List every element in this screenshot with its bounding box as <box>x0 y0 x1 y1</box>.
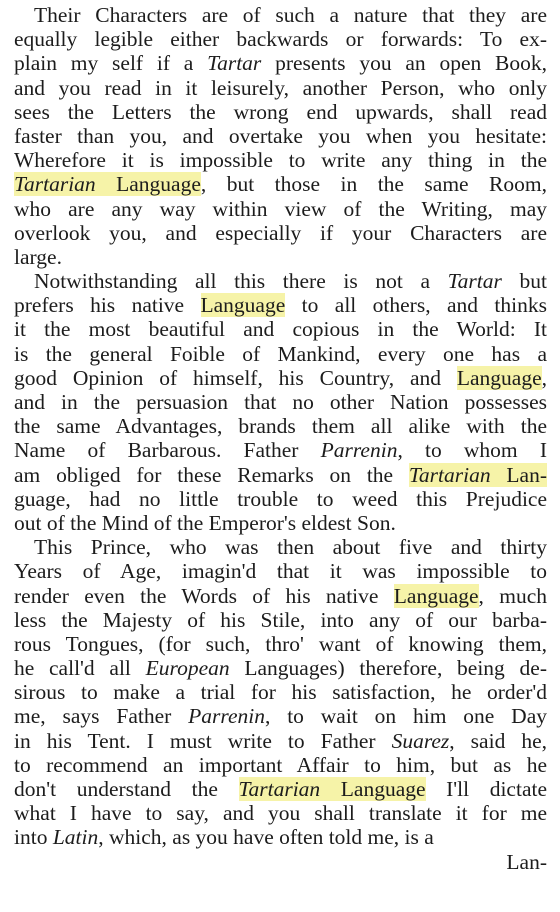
text-run: Their Characters are of such a nature that they are <box>34 3 547 27</box>
text-run: I'll dictate <box>425 777 548 801</box>
text-line <box>14 342 547 366</box>
text-line <box>14 27 547 51</box>
text-line <box>14 76 547 100</box>
text-line <box>14 656 547 680</box>
text-run: Name of Barbarous. Father <box>14 438 321 463</box>
italic-name: Parrenin <box>320 438 398 463</box>
text-line <box>14 3 547 27</box>
text-run: Languages) therefore, being de- <box>229 656 547 681</box>
text-line <box>14 511 547 535</box>
text-line <box>14 680 547 704</box>
text-run: , <box>541 365 547 390</box>
text-line <box>14 414 547 438</box>
text-run: , much <box>478 583 547 608</box>
paragraph <box>14 269 547 535</box>
text-line <box>14 584 547 608</box>
text-line <box>14 124 547 148</box>
text-run: and in the persuasion that no other Nation possesses <box>14 390 547 414</box>
text-line <box>14 463 547 487</box>
text-line <box>14 51 547 75</box>
text-line <box>14 608 547 632</box>
text-run: , but those in the same Room, <box>200 172 548 197</box>
text-run: Years of Age, imagin'd that it was impossible to <box>14 559 547 584</box>
text-run: rous Tongues, (for such, thro' want of knowing them, <box>14 631 547 656</box>
text-line <box>14 100 547 124</box>
text-run: prefers his native <box>14 293 201 318</box>
text-line <box>14 559 547 583</box>
text-run: am obliged for these Remarks on the <box>14 462 409 487</box>
text-line <box>14 317 547 341</box>
highlighted-term: Language <box>393 583 479 608</box>
text-run: Wherefore it is impossible to write any thing in the <box>14 148 547 173</box>
text-line <box>14 390 547 414</box>
italic-name: Suarez <box>391 728 450 753</box>
text-line <box>14 197 547 221</box>
text-run: This Prince, who was then about five and thirty <box>34 535 547 560</box>
text-run: faster than you, and overtake you when you hesitate: <box>14 123 547 148</box>
paragraph <box>14 535 547 849</box>
highlighted-term: Language <box>456 365 542 390</box>
text-line <box>14 801 547 825</box>
italic-name: Tartar <box>207 51 262 76</box>
text-run: the same Advantages, brands them all alike with the <box>14 414 547 439</box>
text-line <box>14 221 547 245</box>
catchword: Lan- <box>506 849 547 874</box>
text-run: who are any way within view of the Writing, may <box>14 196 547 221</box>
text-run: good Opinion of himself, his Country, and <box>14 365 457 390</box>
text-run: he call'd all <box>14 656 146 681</box>
text-run: , said he, <box>449 728 547 753</box>
text-run: don't understand the <box>14 777 239 801</box>
book-page <box>14 3 547 874</box>
text-line <box>14 487 547 511</box>
text-run: and you read in it leisurely, another Person, who only <box>14 75 547 100</box>
text-run: what I have to say, and you shall translate it for me <box>14 801 547 826</box>
text-run: overlook you, and especially if your Characters are <box>14 220 547 245</box>
text-run: render even the Words of his native <box>14 583 394 608</box>
text-line <box>14 777 547 801</box>
text-line <box>14 825 547 849</box>
text-line <box>14 704 547 728</box>
text-run: , which, as you have often told me, is a <box>98 825 434 850</box>
highlighted-term: Tartarian <box>14 172 96 197</box>
highlighted-term: Lan- <box>490 462 547 487</box>
text-line <box>14 535 547 559</box>
text-line <box>14 148 547 172</box>
text-line <box>14 366 547 390</box>
text-run: sees the Letters the wrong end upwards, shall read <box>14 99 547 124</box>
text-line <box>14 632 547 656</box>
text-run: sirous to make a trial for his satisfaction, he order'd <box>14 680 547 705</box>
text-line <box>14 172 547 196</box>
text-run: but <box>501 269 547 294</box>
text-run: in his Tent. I must write to Father <box>14 728 392 753</box>
text-run: plain my self if a <box>14 51 208 76</box>
text-run: , to whom I <box>397 438 547 463</box>
highlighted-term: Language <box>320 777 426 801</box>
text-run: to all others, and thinks <box>285 293 547 318</box>
italic-name: Parrenin <box>188 704 265 729</box>
text-run: equally legible either backwards or forwards: To ex- <box>14 27 547 52</box>
italic-name: Latin <box>52 825 99 850</box>
text-line <box>14 753 547 777</box>
text-line <box>14 438 547 462</box>
highlighted-term: Tartarian <box>408 462 491 487</box>
paragraph <box>14 3 547 269</box>
text-run: Notwithstanding all this there is not a <box>34 269 448 294</box>
highlighted-term: Tartarian <box>238 777 321 801</box>
highlighted-term: Language <box>200 293 286 318</box>
text-run: to recommend an important Affair to him, but as he <box>14 752 547 777</box>
text-line <box>14 729 547 753</box>
text-line <box>14 245 547 269</box>
text-run: less the Majesty of his Stile, into any of our barba- <box>14 607 547 632</box>
highlighted-term: Language <box>95 172 201 197</box>
text-run: presents you an open Book, <box>261 51 547 76</box>
text-run: me, says Father <box>14 704 189 729</box>
text-run: large. <box>14 244 62 269</box>
italic-name: Tartar <box>447 269 502 294</box>
text-run: out of the Mind of the Emperor's eldest Son. <box>14 510 396 535</box>
text-run: , to wait on him one Day <box>264 704 547 729</box>
text-line <box>14 293 547 317</box>
text-run: is the general Foible of Mankind, every one has a <box>14 341 547 366</box>
text-run: it the most beautiful and copious in the World: It <box>14 317 547 342</box>
text-line <box>14 269 547 293</box>
text-run: into <box>14 825 53 850</box>
italic-name: European <box>145 656 230 681</box>
text-run: guage, had no little trouble to weed this Prejudice <box>14 486 547 511</box>
